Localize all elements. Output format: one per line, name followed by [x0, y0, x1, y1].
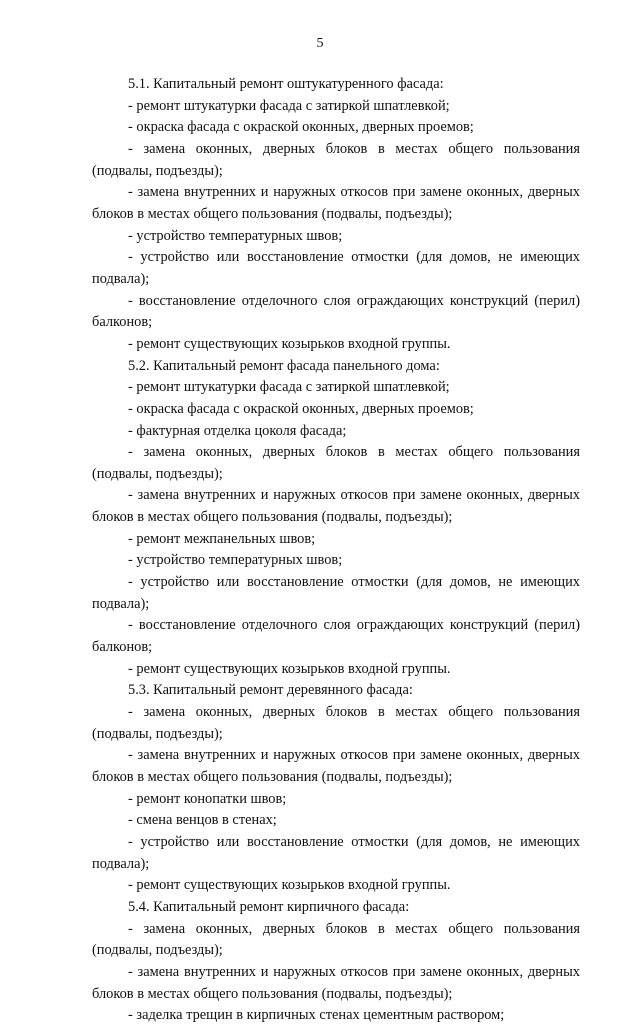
document-body	[92, 74, 580, 1027]
list-item: - устройство или восстановление отмостки (для домов, не имеющих подвала);	[92, 249, 580, 287]
list-item: - замена внутренних и наружных откосов при замене оконных, дверных блоков в местах общего пользования (подвалы, подъезды);	[92, 747, 580, 785]
section-heading-5-3: 5.3. Капитальный ремонт деревянного фасада:	[128, 682, 413, 699]
list-item: - замена внутренних и наружных откосов при замене оконных, дверных блоков в местах общего пользования (подвалы, подъезды);	[92, 963, 580, 1002]
page-number: 5	[316, 36, 324, 51]
list-item: - ремонт существующих козырьков входной группы.	[128, 877, 451, 894]
list-item: - восстановление отделочного слоя ограждающих конструкций (перил) балконов;	[92, 617, 580, 656]
list-item: - устройство температурных швов;	[128, 552, 343, 569]
list-item: - устройство или восстановление отмостки (для домов, не имеющих подвала);	[92, 574, 580, 612]
list-item: - заделка трещин в кирпичных стенах цементным раствором;	[128, 1007, 505, 1024]
list-item: - окраска фасада с окраской оконных, дверных проемов;	[128, 400, 474, 417]
list-item: - замена оконных, дверных блоков в местах общего пользования (подвалы, подъезды);	[92, 704, 580, 742]
list-item: - замена оконных, дверных блоков в местах общего пользования (подвалы, подъезды);	[92, 140, 580, 179]
list-item: - фактурная отделка цоколя фасада;	[128, 422, 347, 439]
list-item: - ремонт штукатурки фасада с затиркой шпатлевкой;	[128, 97, 450, 114]
section-heading-5-1: 5.1. Капитальный ремонт оштукатуренного фасада:	[128, 76, 444, 92]
list-item: - ремонт штукатурки фасада с затиркой шпатлевкой;	[128, 379, 450, 396]
list-item: - ремонт существующих козырьков входной группы.	[128, 335, 451, 352]
list-item: - устройство или восстановление отмостки (для домов, не имеющих подвала);	[92, 833, 580, 872]
list-item: - восстановление отделочного слоя ограждающих конструкций (перил) балконов;	[92, 292, 580, 331]
list-item: - ремонт конопатки швов;	[128, 790, 287, 807]
list-item: - смена венцов в стенах;	[128, 812, 277, 829]
list-item: - замена внутренних и наружных откосов при замене оконных, дверных блоков в местах общего пользования (подвалы, подъезды);	[92, 184, 580, 222]
list-item: - замена оконных, дверных блоков в местах общего пользования (подвалы, подъезды);	[92, 444, 580, 482]
list-item: - замена внутренних и наружных откосов при замене оконных, дверных блоков в местах общего пользования (подвалы, подъезды);	[92, 487, 580, 526]
section-heading-5-4: 5.4. Капитальный ремонт кирпичного фасада:	[128, 898, 410, 915]
list-item: - ремонт существующих козырьков входной группы.	[128, 660, 451, 677]
list-item: - устройство температурных швов;	[128, 227, 343, 244]
list-item: - замена оконных, дверных блоков в местах общего пользования (подвалы, подъезды);	[92, 920, 580, 959]
section-heading-5-2: 5.2. Капитальный ремонт фасада панельного дома:	[128, 357, 440, 374]
list-item: - ремонт межпанельных швов;	[128, 530, 316, 547]
list-item: - окраска фасада с окраской оконных, дверных проемов;	[128, 119, 474, 136]
